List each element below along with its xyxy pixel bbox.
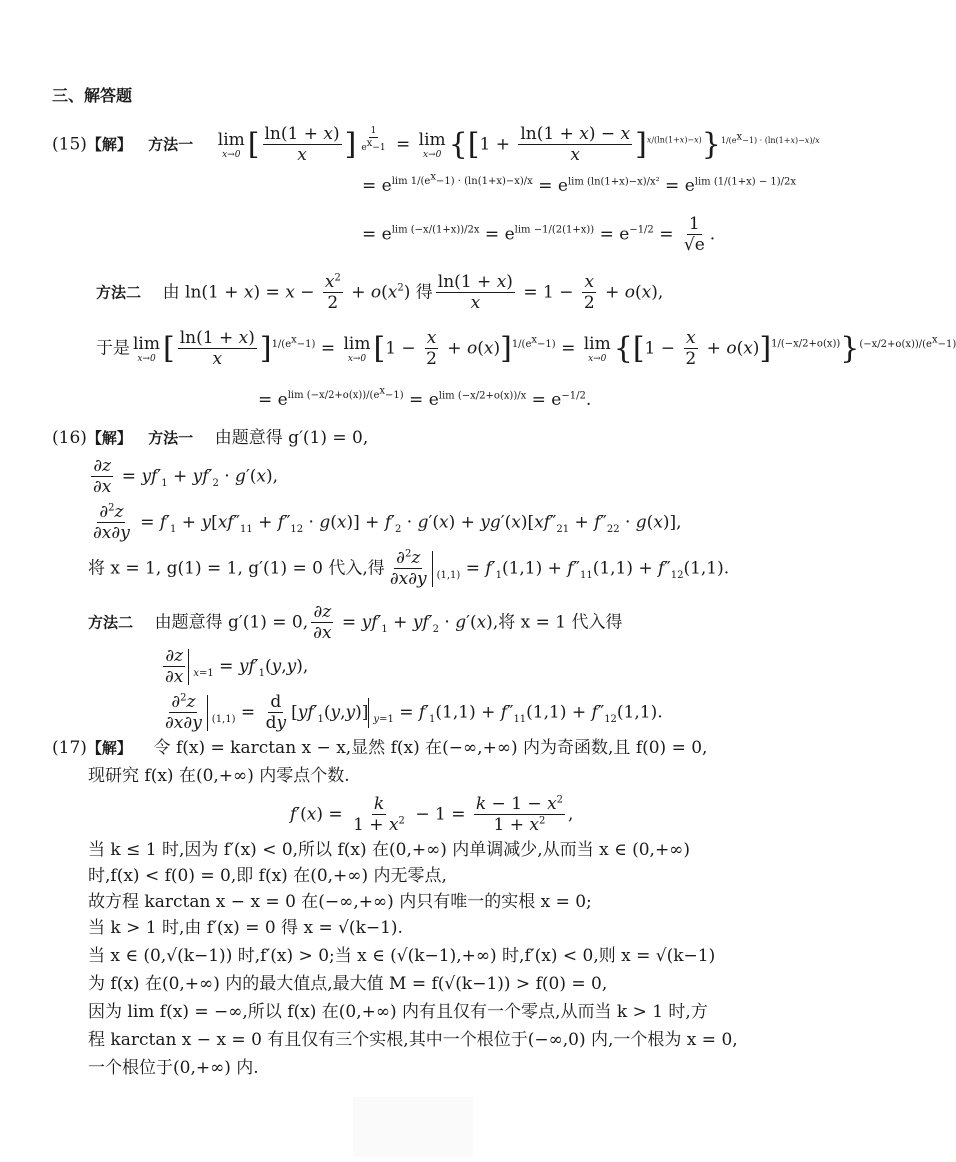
p17-jie: 【解】	[86, 739, 132, 757]
p17-derivative: f′(x) = $\frac{k}{1 + x^2}$ − 1 = $\frac{k - 1 - x^2}{1 + x^2}$ ,	[290, 794, 574, 836]
p15-yushi: 于是	[96, 338, 130, 359]
p16-m1-text: 由题意得 g′(1) = 0,	[214, 428, 369, 448]
p16-line-5: 方法二 由题意得 g′(1) = 0, $\frac{\partial z}{\partial x}$ = $yf'_1 + yf'_2 \cdot g'(x)$,将 x = 1 代入得	[88, 602, 623, 644]
p17-line-9: 为 f(x) 在(0,+∞) 内的最大值点,最大值 M = f(√(k−1)) > f(0) = 0,	[88, 974, 608, 994]
p16-method-2: 方法二	[88, 613, 134, 632]
p17-line-12: 一个根位于(0,+∞) 内.	[88, 1058, 259, 1078]
p16-m2-text: 由题意得 g′(1) = 0,	[154, 612, 309, 633]
p16-line-3: $\frac{\partial^2z}{\partial x\partial y}$ = $f'_1 + y[xf''_{11} + f''_{12} \cdot g(x)] + f'_2 \cdot g'(x) + yg'(x)[xf''_{21} + f''_{22} \cdot g(x)]$,	[93, 502, 682, 544]
p17-number: (17)	[52, 738, 87, 758]
section-title: 三、解答题	[52, 86, 133, 105]
p16-line-2: $\frac{\partial z}{\partial x}$ = $yf'_1 + yf'_2 \cdot g'(x)$,	[93, 456, 279, 498]
p15-method-2-line: 方法二 由 ln(1 + x) = x − $\frac{x^2}{2}$ + $o(x^2)$ 得 $\frac{\ln(1 + x)}{x}$ = 1 − $\frac{x}{2}$ + o(x),	[96, 272, 664, 314]
p17-line-2: 现研究 f(x) 在(0,+∞) 内零点个数.	[88, 766, 350, 786]
p16-substitute: 将 x = 1, g(1) = 1, g′(1) = 0 代入,得	[88, 558, 385, 579]
p15-number: (15)	[52, 134, 87, 155]
p15-line-3: = $e^{lim (-x/(1+x))/2x} = e^{lim -1/(2(1+x))} = e^{-1/2}$ = $\frac{1}{√e}$ .	[362, 214, 716, 256]
p17-line-10: 因为 lim f(x) = −∞,所以 f(x) 在(0,+∞) 内有且仅有一个零点,从而当 k > 1 时,方	[88, 1002, 708, 1022]
p17-line-5: 时,f(x) < f(0) = 0,即 f(x) 在(0,+∞) 内无零点,	[88, 866, 447, 886]
p16-m2-tail: ,将 x = 1 代入得	[492, 612, 623, 633]
p17-line-11: 程 karctan x − x = 0 有且仅有三个实根,其中一个根位于(−∞,0) 内,一个根为 x = 0,	[88, 1030, 738, 1050]
limit-symbol: lim x→0	[217, 129, 245, 161]
p15-line-2: = $e^{lim 1/(e^x-1) \cdot (ln(1+x)-x)/x} = e^{lim (ln(1+x)-x)/x^2} = e^{lim (1/(1+x) - 1)/2x}$	[362, 172, 797, 196]
p15-line-1: (15)【解】 方法一 lim x→0 [ $\frac{\ln(1 + x)}{x}$ ] $^{\frac{1}{e^x-1}}$ = lim x→0 {[1 + $\frac{\ln(1 + x) - x}{x}$ ]$^{x/(ln(1+x)-x)}$}$^{1/(e^x-1) \cdot (ln(1+x)-x)/x}$	[52, 124, 820, 166]
p16-jie: 【解】	[86, 429, 132, 447]
p17-line-4: 当 k ≤ 1 时,因为 f′(x) < 0,所以 f(x) 在(0,+∞) 内单调减少,从而当 x ∈ (0,+∞)	[88, 840, 690, 860]
p15-jie: 【解】	[86, 135, 132, 154]
p17-line-7: 当 k > 1 时,由 f′(x) = 0 得 x = √(k−1).	[88, 918, 403, 938]
p15-method-1: 方法一	[148, 135, 194, 154]
p17-text-1: 令 f(x) = karctan x − x,显然 f(x) 在(−∞,+∞) 内为奇函数,且 f(0) = 0,	[153, 738, 708, 758]
p16-line-1	[52, 428, 368, 449]
paper-blemish	[353, 1097, 473, 1157]
p16-line-7: $\frac{\partial^2z}{\partial x\partial y}$ $_{(1,1)}$ = $\frac{d}{dy}$ $[yf'_1(y,y)] _{y=1} = f'_1(1,1) + f''_{11}(1,1) + f''_{12}(1,1)$.	[165, 692, 663, 734]
p15-line-5: 于是 lim x→0 [ $\frac{\ln(1 + x)}{x}$ ]$^{1/(e^x-1)}$ = lim x→0 [1 − $\frac{x}{2}$ + o(x)]$^{1/(e^x-1)}$ = lim x→0 {[1 − $\frac{x}{2}$ + o(x)]$^{1/(-x/2+o(x))}$}$^{(-x/2+o(x))/(e^x-1)}$	[96, 328, 956, 370]
p17-line-1	[52, 738, 707, 759]
p16-method-1: 方法一	[148, 429, 194, 447]
p16-number: (16)	[52, 428, 87, 448]
p17-line-8: 当 x ∈ (0,√(k−1)) 时,f′(x) > 0;当 x ∈ (√(k−1),+∞) 时,f′(x) < 0,则 x = √(k−1)	[88, 946, 716, 966]
p16-line-6: $\frac{\partial z}{\partial x}$ $_{x=1} = yf'_1(y,y)$,	[165, 646, 309, 688]
p15-line-6: = $e^{lim (-x/2+o(x))/(e^x-1)} = e^{lim (-x/2+o(x))/x} = e^{-1/2}$.	[258, 386, 592, 410]
p17-line-6: 故方程 karctan x − x = 0 在(−∞,+∞) 内只有唯一的实根 x = 0;	[88, 892, 592, 912]
p15-method-2: 方法二	[96, 283, 142, 302]
p16-line-4: 将 x = 1, g(1) = 1, g′(1) = 0 代入,得 $\frac{\partial^2z}{\partial x\partial y}$ $_{(1,1)} = f'_1(1,1) + f''_{11}(1,1) + f''_{12}(1,1)$.	[88, 548, 730, 590]
